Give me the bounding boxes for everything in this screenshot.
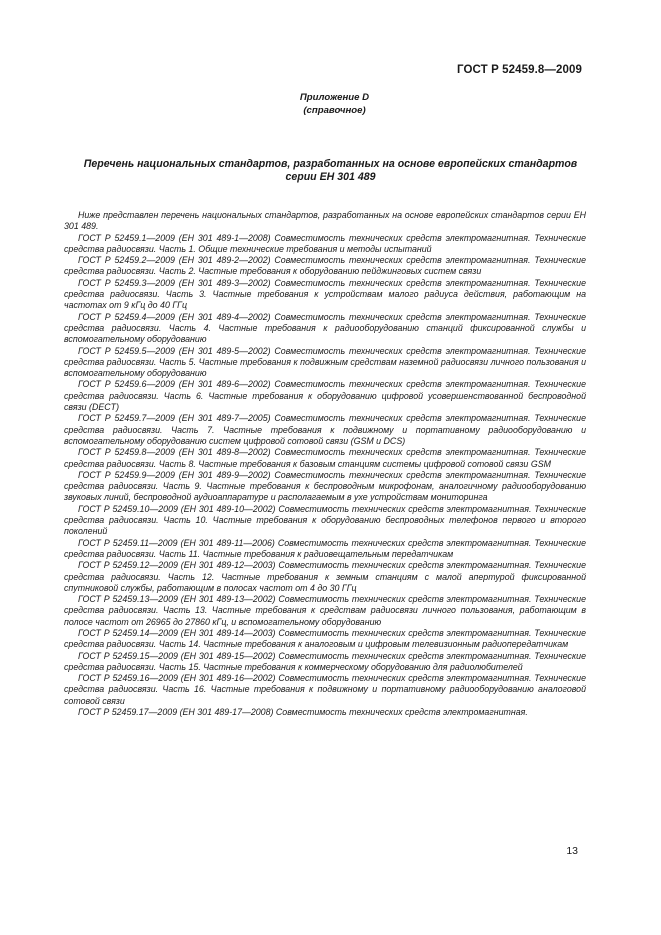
- section-title-line-1: Перечень национальных стандартов, разработанных на основе европейских стандартов: [83, 158, 578, 170]
- section-title: [64, 158, 597, 184]
- appendix-note: (справочное): [303, 105, 366, 116]
- standard-entry: ГОСТ Р 52459.5—2009 (ЕН 301 489-5—2002) Совместимость технических средств электромагнитная. Технические средства радиосвязи. Часть 5. Частные требования к подвижным средствам наземной радиосвязи личного пользования и вспомогательному оборудованию: [64, 345, 586, 379]
- standard-entry: ГОСТ Р 52459.16—2009 (ЕН 301 489-16—2002) Совместимость технических средств электромагнитная. Технические средства радиосвязи. Часть 16. Частные требования к подвижному и портативному радиооборудованию аналоговой сотовой связи: [64, 673, 586, 706]
- standard-entry: ГОСТ Р 52459.15—2009 (ЕН 301 489-15—2002) Совместимость технических средств электромагнитная. Технические средства радиосвязи. Часть 15. Частные требования к коммерческому оборудованию для радиолюбителей: [64, 650, 586, 672]
- standard-entry: ГОСТ Р 52459.11—2009 (ЕН 301 489-11—2006) Совместимость технических средств электромагнитная. Технические средства радиосвязи. Часть 11. Частные требования к радиовещательным передатчикам: [64, 537, 586, 559]
- intro-paragraph: Ниже представлен перечень национальных стандартов, разработанных на основе европейских стандартов серии ЕН 301 489.: [64, 210, 586, 232]
- section-title-line-2: серии ЕН 301 489: [285, 171, 376, 183]
- appendix-title: Приложение D: [299, 92, 370, 103]
- standard-entry: ГОСТ Р 52459.10—2009 (ЕН 301 489-10—2002) Совместимость технических средств электромагнитная. Технические средства радиосвязи. Часть 10. Частные требования к оборудованию беспроводных телефонов первого и второго поколений: [64, 503, 586, 537]
- page-number: 13: [566, 845, 578, 857]
- standard-entry: ГОСТ Р 52459.1—2009 (ЕН 301 489-1—2008) Совместимость технических средств электромагнитная. Технические средства радиосвязи. Часть 1. Общие технические требования и методы испытаний: [64, 232, 586, 254]
- document-body: [64, 210, 586, 718]
- appendix-heading: [0, 91, 661, 117]
- standard-entry: ГОСТ Р 52459.3—2009 (ЕН 301 489-3—2002) Совместимость технических средств электромагнитная. Технические средства радиосвязи. Часть 3. Частные требования к устройствам малого радиуса действия, работающим на частотах от 9 кГц до 40 ГГц: [64, 277, 586, 311]
- standard-entry: ГОСТ Р 52459.13—2009 (ЕН 301 489-13—2002) Совместимость технических средств электромагнитная. Технические средства радиосвязи. Часть 13. Частные требования к средствам радиосвязи личного пользования, работающим в полосе частот от 26965 до 27860 кГц, и вспомогательному оборудованию: [64, 594, 586, 627]
- standard-entry: ГОСТ Р 52459.9—2009 (ЕН 301 489-9—2002) Совместимость технических средств электромагнитная. Технические средства радиосвязи. Часть 9. Частные требования к беспроводным микрофонам, аналогичному радиооборудованию звуковых линий, беспроводной аудиоаппаратуре и располагаемым в ухе устройствам мониторинга: [64, 469, 586, 503]
- standard-entry: ГОСТ Р 52459.7—2009 (ЕН 301 489-7—2005) Совместимость технических средств электромагнитная. Технические средства радиосвязи. Часть 7. Частные требования к подвижному и портативному радиооборудованию и вспомогательному оборудованию систем цифровой сотовой связи (GSM и DCS): [64, 413, 586, 446]
- standard-entry: ГОСТ Р 52459.2—2009 (ЕН 301 489-2—2002) Совместимость технических средств электромагнитная. Технические средства радиосвязи. Часть 2. Частные требования к оборудованию пейджинговых систем связи: [64, 255, 586, 277]
- standard-entry: ГОСТ Р 52459.8—2009 (ЕН 301 489-8—2002) Совместимость технических средств электромагнитная. Технические средства радиосвязи. Часть 8. Частные требования к базовым станциям системы цифровой сотовой связи GSM: [64, 447, 586, 469]
- standard-entry: ГОСТ Р 52459.6—2009 (ЕН 301 489-6—2002) Совместимость технических средств электромагнитная. Технические средства радиосвязи. Часть 6. Частные требования к оборудованию цифровой усовершенствованной беспроводной связи (DECT): [64, 379, 586, 413]
- standard-entry: ГОСТ Р 52459.14—2009 (ЕН 301 489-14—2003) Совместимость технических средств электромагнитная. Технические средства радиосвязи. Часть 14. Частные требования к аналоговым и цифровым телевизионным радиопередатчикам: [64, 627, 586, 650]
- document-id: ГОСТ Р 52459.8—2009: [457, 64, 582, 76]
- standard-entry: ГОСТ Р 52459.4—2009 (ЕН 301 489-4—2002) Совместимость технических средств электромагнитная. Технические средства радиосвязи. Часть 4. Частные требования к радиооборудованию станций фиксированной службы и вспомогательному оборудованию: [64, 311, 586, 345]
- standard-entry: ГОСТ Р 52459.12—2009 (ЕН 301 489-12—2003) Совместимость технических средств электромагнитная. Технические средства радиосвязи. Часть 12. Частные требования к земным станциям с малой апертурой фиксированной спутниковой службы, работающим в полосах частот от 4 до 30 ГГц: [64, 560, 586, 593]
- standard-entry: ГОСТ Р 52459.17—2009 (ЕН 301 489-17—2008) Совместимость технических средств электромагнитная.: [78, 707, 528, 718]
